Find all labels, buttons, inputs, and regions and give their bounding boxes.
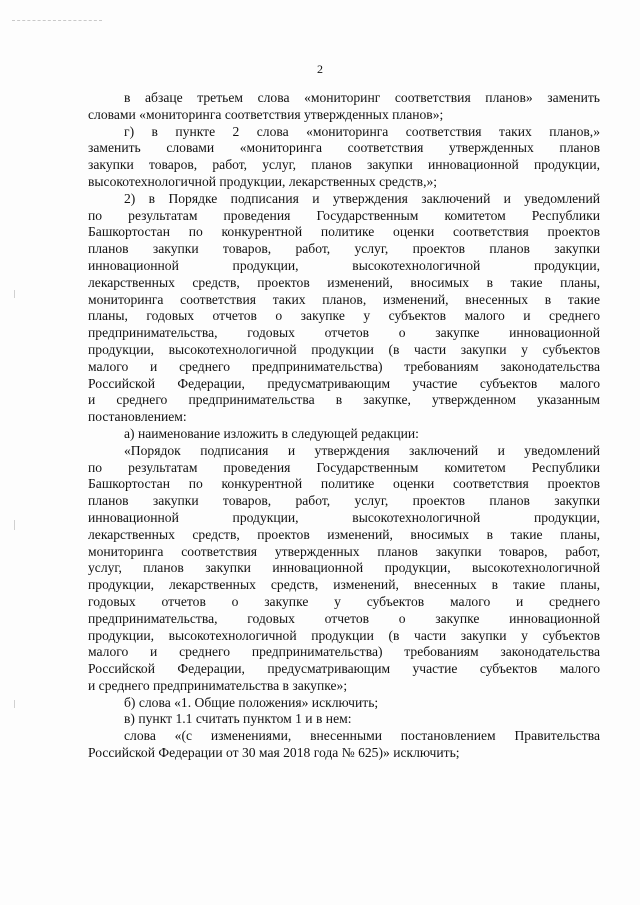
text-line: слова «(с изменениями, внесенными постановлением Правительства bbox=[124, 728, 600, 744]
text-line: мониторинга соответствия утвержденных планов закупки товаров, работ, bbox=[88, 543, 600, 559]
text-line: высокотехнологичной продукции, лекарственных средств,»; bbox=[88, 173, 438, 189]
scan-header-mark bbox=[12, 20, 102, 23]
document-body bbox=[88, 90, 600, 762]
scan-edge-mark bbox=[14, 290, 15, 298]
text-line: словами «мониторинга соответствия утвержденных планов»; bbox=[88, 106, 444, 122]
text-line: малого и среднего предпринимательства) требованиям законодательства bbox=[88, 644, 600, 660]
text-line: лекарственных средств, проектов изменений, вносимых в такие планы, bbox=[88, 526, 600, 542]
text-line: 2) в Порядке подписания и утверждения заключений и уведомлений bbox=[124, 190, 600, 206]
text-line: планы, годовых отчетов о закупке у субъектов малого и среднего bbox=[88, 308, 600, 324]
text-line: инновационной продукции, высокотехнологичной продукции, bbox=[88, 257, 600, 273]
page-number: 2 bbox=[317, 62, 323, 76]
text-line: Российской Федерации, предусматривающим участие субъектов малого bbox=[88, 661, 600, 677]
text-line: продукции, высокотехнологичной продукции (в части закупки у субъектов bbox=[88, 627, 600, 643]
text-line: и среднего предпринимательства в закупке»; bbox=[88, 677, 348, 693]
text-line: в) пункт 1.1 считать пунктом 1 и в нем: bbox=[124, 711, 352, 727]
text-line: заменить словами «мониторинга соответствия утвержденных планов bbox=[88, 140, 600, 156]
text-line: инновационной продукции, высокотехнологичной продукции, bbox=[88, 509, 600, 525]
text-line: а) наименование изложить в следующей редакции: bbox=[124, 425, 419, 441]
text-line: Российской Федерации, предусматривающим участие субъектов малого bbox=[88, 375, 600, 391]
text-line: услуг, планов закупки инновационной продукции, высокотехнологичной bbox=[88, 560, 600, 576]
text-line: и среднего предпринимательства в закупке, утвержденном указанным bbox=[88, 392, 600, 408]
scan-edge-mark bbox=[14, 520, 15, 530]
text-line: Башкортостан по конкурентной политике оценки соответствия проектов bbox=[88, 476, 600, 492]
text-line: мониторинга соответствия таких планов, изменений, внесенных в такие bbox=[88, 291, 600, 307]
text-line: планов закупки товаров, работ, услуг, проектов планов закупки bbox=[88, 493, 600, 509]
text-line: продукции, высокотехнологичной продукции (в части закупки у субъектов bbox=[88, 341, 600, 357]
text-line: планов закупки товаров, работ, услуг, проектов планов закупки bbox=[88, 241, 600, 257]
text-line: закупки товаров, работ, услуг, планов закупки инновационной продукции, bbox=[88, 157, 600, 173]
scan-edge-mark bbox=[14, 700, 15, 708]
text-line: г) в пункте 2 слова «мониторинга соответствия таких планов,» bbox=[124, 123, 600, 139]
text-line: предпринимательства, годовых отчетов о закупке инновационной bbox=[88, 325, 600, 341]
text-line: по результатам проведения Государственным комитетом Республики bbox=[88, 207, 600, 223]
text-line: малого и среднего предпринимательства) требованиям законодательства bbox=[88, 358, 600, 374]
text-line: б) слова «1. Общие положения» исключить; bbox=[124, 694, 379, 710]
text-line: лекарственных средств, проектов изменений, вносимых в такие планы, bbox=[88, 274, 600, 290]
text-line: Российской Федерации от 30 мая 2018 года № 625)» исключить; bbox=[88, 745, 460, 761]
text-line: продукции, лекарственных средств, изменений, внесенных в такие планы, bbox=[88, 577, 600, 593]
text-line: постановлением: bbox=[88, 409, 187, 425]
text-line: предпринимательства, годовых отчетов о закупке инновационной bbox=[88, 610, 600, 626]
text-line: «Порядок подписания и утверждения заключений и уведомлений bbox=[124, 442, 600, 458]
text-line: в абзаце третьем слова «мониторинг соответствия планов» заменить bbox=[124, 90, 600, 105]
text-line: годовых отчетов о закупке у субъектов малого и среднего bbox=[88, 593, 600, 609]
text-line: Башкортостан по конкурентной политике оценки соответствия проектов bbox=[88, 224, 600, 240]
text-line: по результатам проведения Государственным комитетом Республики bbox=[88, 459, 600, 475]
